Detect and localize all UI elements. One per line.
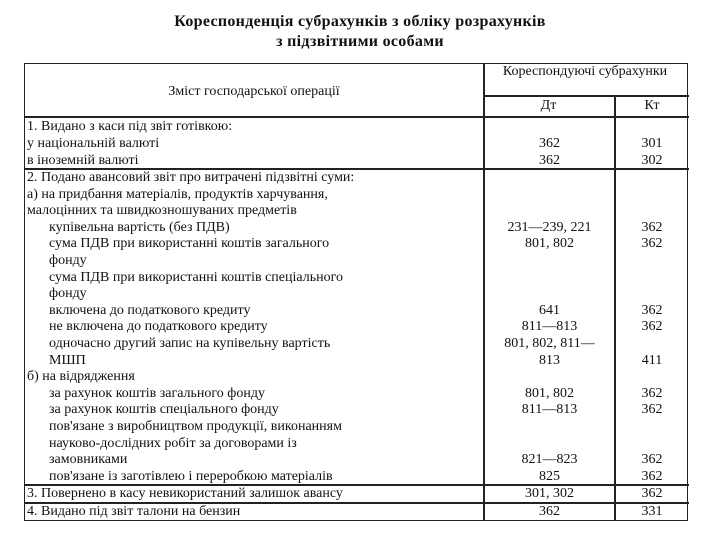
document-title: Кореспонденція субрахунків з обліку розрахунків [174,13,546,30]
document-subtitle: з підзвітними особами [276,33,444,50]
table-row [25,202,689,219]
operation-text: купівельна вартість (без ПДВ) [49,219,230,235]
operation-text: б) на відрядження [27,369,135,385]
header-divider [483,95,689,97]
debit-account: 362 [539,153,560,168]
table-row [25,335,689,352]
credit-account: 411 [641,352,663,368]
operation-text: за рахунок коштів спеціального фонду [49,402,279,418]
operation-text: сума ПДВ при використанні коштів спеціального [49,269,343,285]
operation-text: сума ПДВ при використанні коштів загального [49,236,330,252]
operation-text: 2. Подано авансовий звіт про витрачені підзвітні суми: [27,170,355,185]
table-row [25,401,689,418]
debit-account: 811—813 [521,319,578,335]
table-row [25,302,689,319]
debit-account: 231—239, 221 [507,219,592,235]
credit-account: 331 [641,504,663,519]
credit-account: 302 [641,153,663,168]
credit-account: 362 [641,236,663,252]
debit-account: 811—813 [521,402,578,418]
operation-text: пов'язане з виробництвом продукції, виконанням [49,419,342,434]
header-accounts: Кореспондуючі субрахунки [502,64,668,79]
credit-account: 301 [641,136,663,151]
table-row [25,135,689,152]
debit-account: 801, 802, 811— [504,336,595,351]
credit-account: 362 [641,385,663,401]
table-row [25,385,689,402]
operation-text: 4. Видано під звіт талони на бензин [27,504,241,519]
operation-text: а) на придбання матеріалів, продуктів харчування, [27,186,328,202]
credit-account: 362 [641,219,663,235]
table-row [25,468,689,485]
operation-text: 3. Повернено в касу невикористаний залишок авансу [27,486,343,501]
credit-account: 362 [641,302,663,318]
debit-account: 801, 802 [525,236,574,252]
header-credit: Кт [644,98,660,113]
table-row [25,503,689,520]
header-operation: Зміст господарської операції [168,84,340,99]
table-row [25,169,689,186]
debit-account: 301, 302 [525,486,574,501]
operation-text: у національній валюті [27,136,160,151]
table-row [25,285,689,302]
debit-account: 641 [539,302,560,318]
debit-account: 813 [539,352,560,368]
table-row [25,219,689,236]
table-row [25,152,689,169]
table-row [25,368,689,385]
operation-text: фонду [49,286,87,302]
table-row [25,186,689,203]
table-row [25,485,689,502]
table-row [25,418,689,435]
operation-text: МШП [49,352,86,368]
table-row [25,451,689,468]
table-row [25,318,689,335]
operation-text: одночасно другий запис на купівельну вартість [49,336,331,351]
table-row [25,352,689,369]
operation-text: 1. Видано з каси під звіт готівкою: [27,119,233,134]
debit-account: 362 [539,136,560,151]
correspondence-table [24,63,688,521]
header-debit: Дт [540,98,557,113]
credit-account: 362 [641,452,663,468]
debit-account: 362 [539,504,560,519]
table-row [25,118,689,135]
operation-text: за рахунок коштів загального фонду [49,385,265,401]
table-row [25,435,689,452]
operation-text: фонду [49,253,87,268]
credit-account: 362 [641,486,663,501]
operation-text: в іноземній валюті [27,153,139,168]
operation-text: малоцінних та швидкозношуваних предметів [27,203,297,219]
operation-text: включена до податкового кредиту [49,302,251,318]
operation-text: науково-дослідних робіт за договорами із [49,435,297,451]
credit-account: 362 [641,402,663,418]
operation-text: замовниками [49,452,128,468]
debit-account: 825 [539,468,560,484]
table-row [25,252,689,269]
credit-account: 362 [641,319,663,335]
debit-account: 801, 802 [525,385,574,401]
operation-text: не включена до податкового кредиту [49,319,268,335]
credit-account: 362 [641,468,663,484]
operation-text: пов'язане із заготівлею і переробкою матеріалів [49,468,333,484]
table-row [25,235,689,252]
debit-account: 821—823 [521,452,578,468]
table-row [25,269,689,286]
